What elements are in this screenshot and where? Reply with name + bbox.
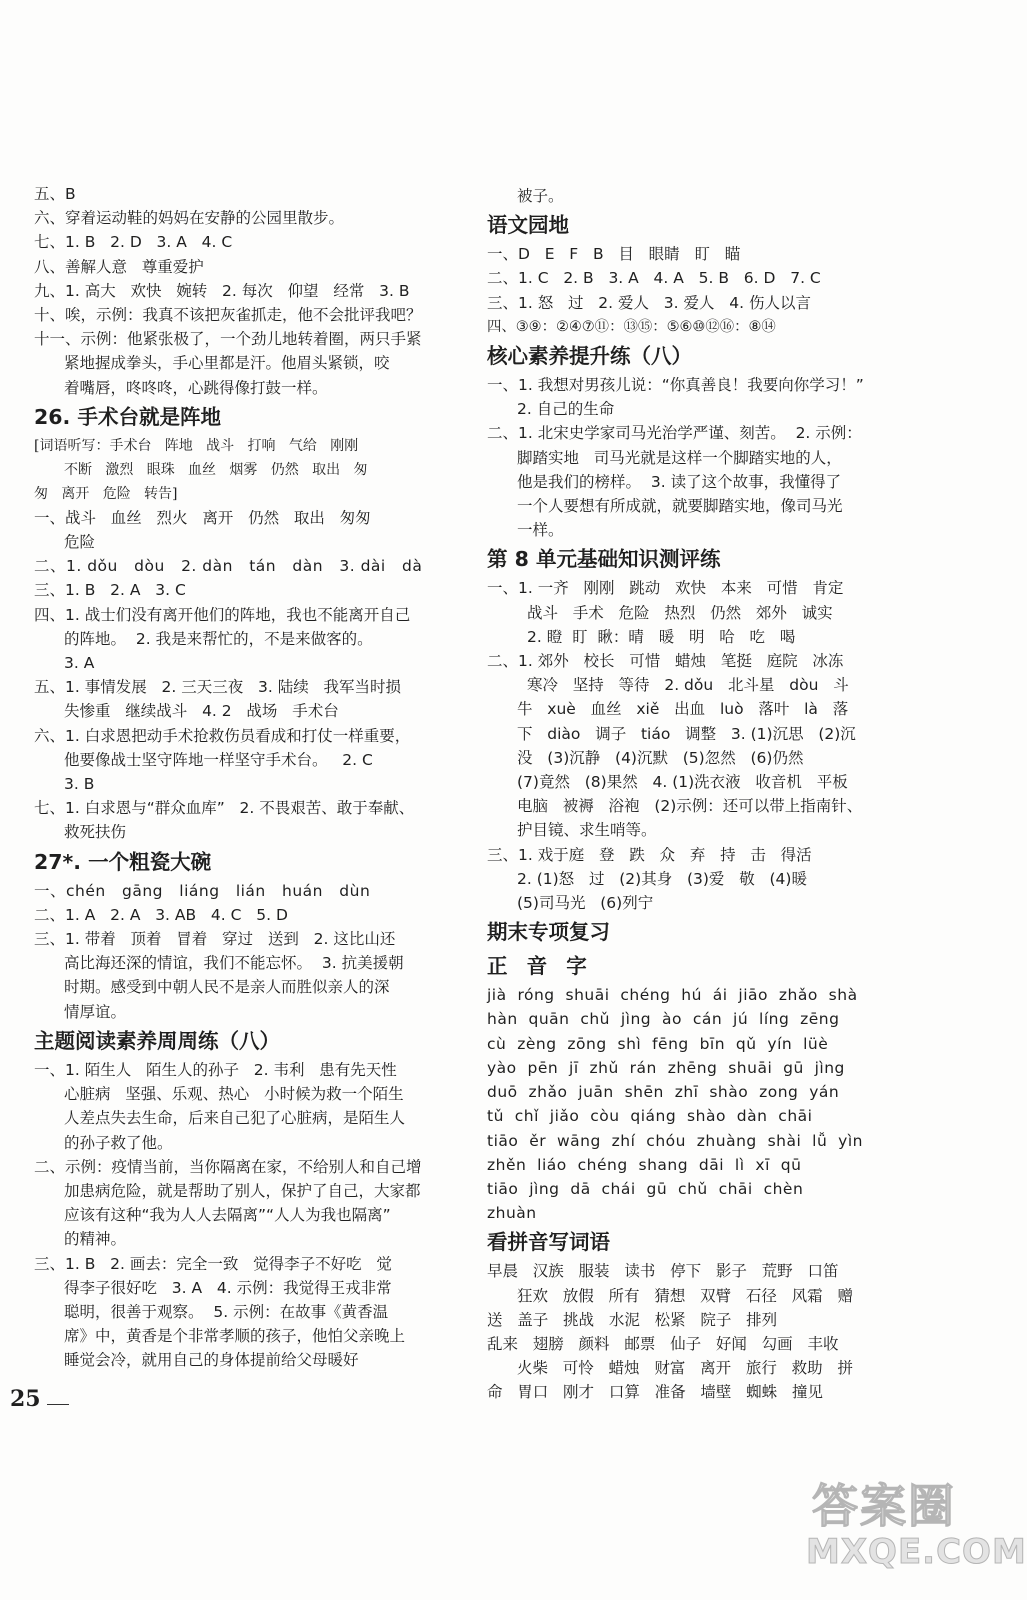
- answer-line: 九、1. 高大 欢快 婉转 2. 每次 仰望 经常 3. B: [34, 281, 410, 300]
- watermark-mark: 答案圈: [812, 1479, 956, 1533]
- answer-line: 二、1. C 2. B 3. A 4. A 5. B 6. D 7. C: [487, 269, 821, 288]
- pinyin-line: cù zèng zōng shì fēng bīn qǔ yín lüè: [487, 1034, 829, 1053]
- answer-line: 送 盖子 挑战 水泥 松紧 院子 排列: [487, 1310, 778, 1329]
- answer-line: 七、1. 白求恩与“群众血库” 2. 不畏艰苦、敢于奉献、: [34, 799, 415, 818]
- answer-line: 一、1. 一齐 刚刚 跳动 欢快 本来 可惜 肯定: [487, 579, 844, 598]
- answer-line: 三、1. 怒 过 2. 爱人 3. 爱人 4. 伤人以言: [487, 293, 811, 312]
- answer-line: 三、1. 戏于庭 登 跌 众 弃 持 击 得活: [487, 845, 812, 864]
- answer-line: 失惨重 继续战斗 4. 2 战场 手术台: [64, 702, 339, 721]
- answer-line: 席》中，黄香是个非常孝顺的孩子，他怕父亲晚上: [64, 1327, 406, 1346]
- answer-line: 一、战斗 血丝 烈火 离开 仍然 取出 匆匆: [34, 508, 371, 527]
- answer-line: 乱来 翅膀 颜料 邮票 仙子 好闻 勾画 丰收: [487, 1334, 839, 1353]
- right-column: [487, 184, 907, 1405]
- answer-line: 聪明，很善于观察。 5. 示例：在故事《黄香温: [64, 1302, 389, 1321]
- answer-line: 十一、示例：他紧张极了，一个劲儿地转着圈，两只手紧: [34, 330, 422, 349]
- answer-line: 一、1. 陌生人 陌生人的孙子 2. 韦利 患有先天性: [34, 1060, 397, 1079]
- section-heading: 27*. 一个粗瓷大碗: [34, 849, 212, 874]
- dictation-line: [词语听写：手术台 阵地 战斗 打响 气给 刚刚: [34, 437, 359, 454]
- answer-line: 2. (1)怒 过 (2)其身 (3)爱 敬 (4)暖: [517, 869, 807, 888]
- answer-line: 火柴 可怜 蜡烛 财富 离开 旅行 救助 拼: [517, 1359, 853, 1378]
- answer-line: 牛 xuè 血丝 xiě 出血 luò 落叶 là 落: [517, 700, 849, 719]
- answer-line: 的孙子救了他。: [64, 1133, 173, 1152]
- answer-line: 一个人要想有所成就，就要脚踏实地，像司马光: [517, 497, 843, 516]
- answer-line: 心脏病 坚强、乐观、热心 小时候为救一个陌生: [64, 1085, 404, 1104]
- answer-line: 一、1. 我想对男孩儿说：“你真善良！我要向你学习！”: [487, 376, 864, 395]
- answer-line: 五、1. 事情发展 2. 三天三夜 3. 陆续 我军当时损: [34, 678, 401, 697]
- answer-line: 着嘴唇，咚咚咚，心跳得像打鼓一样。: [64, 378, 328, 397]
- answer-line: 他要像战士坚守阵地一样坚守手术台。 2. C: [64, 750, 373, 769]
- pinyin-line: duō zhǎo juān shēn zhī shào zong yán: [487, 1083, 840, 1102]
- pinyin-line: zhěn liáo chéng shang dāi lì xī qū: [487, 1155, 802, 1174]
- answer-line: 加患病危险，就是帮助了别人，保护了自己，大家都: [64, 1181, 421, 1200]
- section-heading: 语文园地: [487, 213, 569, 238]
- pinyin-line: yào pēn jī zhǔ rán zhēng shuāi gū jìng: [487, 1058, 845, 1077]
- answer-line: 脚踏实地 司马光就是这样一个脚踏实地的人，: [517, 448, 842, 467]
- pinyin-line: jià róng shuāi chéng hú ái jiāo zhǎo shà: [487, 986, 858, 1005]
- page-number: 25: [10, 1386, 41, 1412]
- answer-line: 下 diào 调子 tiáo 调整 3. (1)沉思 (2)沉: [517, 724, 856, 743]
- answer-line: 得李子很好吃 3. A 4. 示例：我觉得王戎非常: [64, 1278, 392, 1297]
- watermark-url: MXQE.COM: [806, 1532, 1027, 1572]
- page-number-rule: [47, 1404, 69, 1405]
- section-heading: 看拼音写词语: [487, 1230, 610, 1255]
- answer-line: 一、D E F B 目 眼睛 盯 瞄: [487, 245, 741, 264]
- answer-line: 他是我们的榜样。 3. 读了这个故事，我懂得了: [517, 472, 842, 491]
- answer-line: 3. A: [64, 654, 95, 673]
- pinyin-line: 二、1. dǒu dòu 2. dàn tán dàn 3. dài dà: [34, 557, 423, 576]
- answer-line: 六、1. 白求恩把动手术抢救伤员看成和打仗一样重要，: [34, 726, 411, 745]
- answer-line: 八、善解人意 尊重爱护: [34, 257, 204, 276]
- answer-line: 二、1. A 2. A 3. AB 4. C 5. D: [34, 905, 288, 924]
- pinyin-line: tiāo ěr wāng zhí chóu zhuàng shài lǚ yìn: [487, 1131, 863, 1150]
- answer-line: 六、穿着运动鞋的妈妈在安静的公园里散步。: [34, 209, 345, 228]
- answer-line: 四、1. 战士们没有离开他们的阵地，我也不能离开自己: [34, 605, 411, 624]
- answer-line: 早晨 汉族 服装 读书 停下 影子 荒野 口笛: [487, 1262, 839, 1281]
- answer-line: 人差点失去生命，后来自己犯了心脏病，是陌生人: [64, 1109, 406, 1128]
- answer-line: 狂欢 放假 所有 猜想 双臂 石径 风霜 赠: [517, 1286, 853, 1305]
- answer-line: 时期。感受到中朝人民不是亲人而胜似亲人的深: [64, 978, 390, 997]
- answer-line: 情厚谊。: [64, 1002, 127, 1021]
- answer-line: 3. B: [64, 775, 95, 794]
- answer-line: 救死扶伤: [64, 823, 127, 842]
- answer-line: 被子。: [517, 187, 564, 205]
- section-heading: 正 音 字: [487, 954, 593, 979]
- answer-line: 二、1. 北宋史学家司马光治学严谨、刻苦。 2. 示例：: [487, 424, 862, 443]
- answer-line: 十、唉，示例：我真不该把灰雀抓走，他不会批评我吧？: [34, 306, 422, 325]
- dictation-line: 不断 激烈 眼珠 血丝 烟雾 仍然 取出 匆: [64, 461, 368, 478]
- answer-line: 2. 瞪 盯 瞅：晴 暖 明 哈 吃 喝: [527, 627, 796, 646]
- answer-line: 三、1. 带着 顶着 冒着 穿过 送到 2. 这比山还: [34, 930, 396, 949]
- pinyin-line: hàn quān chǔ jìng ào cán jú líng zēng: [487, 1010, 840, 1029]
- pinyin-line: tiāo jìng dā chái gū chǔ chāi chèn: [487, 1179, 804, 1198]
- answer-line: 三、1. B 2. A 3. C: [34, 581, 186, 600]
- section-heading: 第 8 单元基础知识测评练: [487, 547, 721, 572]
- answer-line: 电脑 被褥 浴袍 (2)示例：还可以带上指南针、: [517, 797, 863, 816]
- answer-line: 五、B: [34, 185, 76, 203]
- section-heading: 26. 手术台就是阵地: [34, 404, 221, 429]
- watermark-logo: [806, 1470, 1027, 1590]
- section-heading: 主题阅读素养周周练（八）: [34, 1028, 280, 1053]
- section-heading: 核心素养提升练（八）: [487, 344, 692, 369]
- answer-line: 四、③⑨：②④⑦⑪：⑬⑮：⑤⑥⑩⑫⑯：⑧⑭: [487, 318, 776, 335]
- answer-line: 护目镜、求生哨等。: [517, 821, 657, 840]
- answer-line: 没 (3)沉静 (4)沉默 (5)忽然 (6)仍然: [517, 748, 804, 767]
- answer-line: 高比海还深的情谊，我们不能忘怀。 3. 抗美援朝: [64, 954, 404, 973]
- answer-line: 三、1. B 2. 画去：完全一致 觉得李子不好吃 觉: [34, 1254, 392, 1273]
- section-heading: 期末专项复习: [487, 920, 610, 945]
- answer-line: 2. 自己的生命: [517, 400, 615, 419]
- answer-line: 紧地握成拳头，手心里都是汗。他眉头紧锁，咬: [64, 354, 390, 373]
- answer-line: 一样。: [517, 521, 564, 540]
- pinyin-line: zhuàn: [487, 1204, 537, 1223]
- answer-line: (5)司马光 (6)列宁: [517, 894, 654, 913]
- answer-line: 战斗 手术 危险 热烈 仍然 郊外 诚实: [527, 603, 833, 622]
- answer-line: 命 胃口 刚才 口算 准备 墙壁 蜘蛛 撞见: [487, 1383, 823, 1402]
- answer-line: 二、1. 郊外 校长 可惜 蜡烛 笔挺 庭院 冰冻: [487, 652, 844, 671]
- pinyin-line: 一、chén gāng liáng lián huán dùn: [34, 881, 371, 900]
- answer-line: 寒冷 坚持 等待 2. dǒu 北斗星 dòu 斗: [527, 676, 849, 695]
- answer-line: 危险: [64, 533, 96, 552]
- answer-line: 的精神。: [64, 1230, 127, 1249]
- left-column: [34, 182, 484, 1373]
- answer-line: 二、示例：疫情当前，当你隔离在家，不给别人和自己增: [34, 1157, 422, 1176]
- answer-line: 的阵地。 2. 我是来帮忙的，不是来做客的。: [64, 629, 373, 648]
- dictation-line: 匆 离开 危险 转告]: [34, 485, 178, 502]
- answer-line: 睡觉会冷，就用自己的身体提前给父母暖好: [64, 1351, 359, 1370]
- answer-line: 应该有这种“我为人人去隔离”“人人为我也隔离”: [64, 1206, 391, 1225]
- pinyin-line: tǔ chǐ jiǎo còu qiáng shào dàn chāi: [487, 1107, 813, 1126]
- answer-line: 七、1. B 2. D 3. A 4. C: [34, 233, 233, 252]
- answer-line: (7)竟然 (8)果然 4. (1)洗衣液 收音机 平板: [517, 773, 848, 792]
